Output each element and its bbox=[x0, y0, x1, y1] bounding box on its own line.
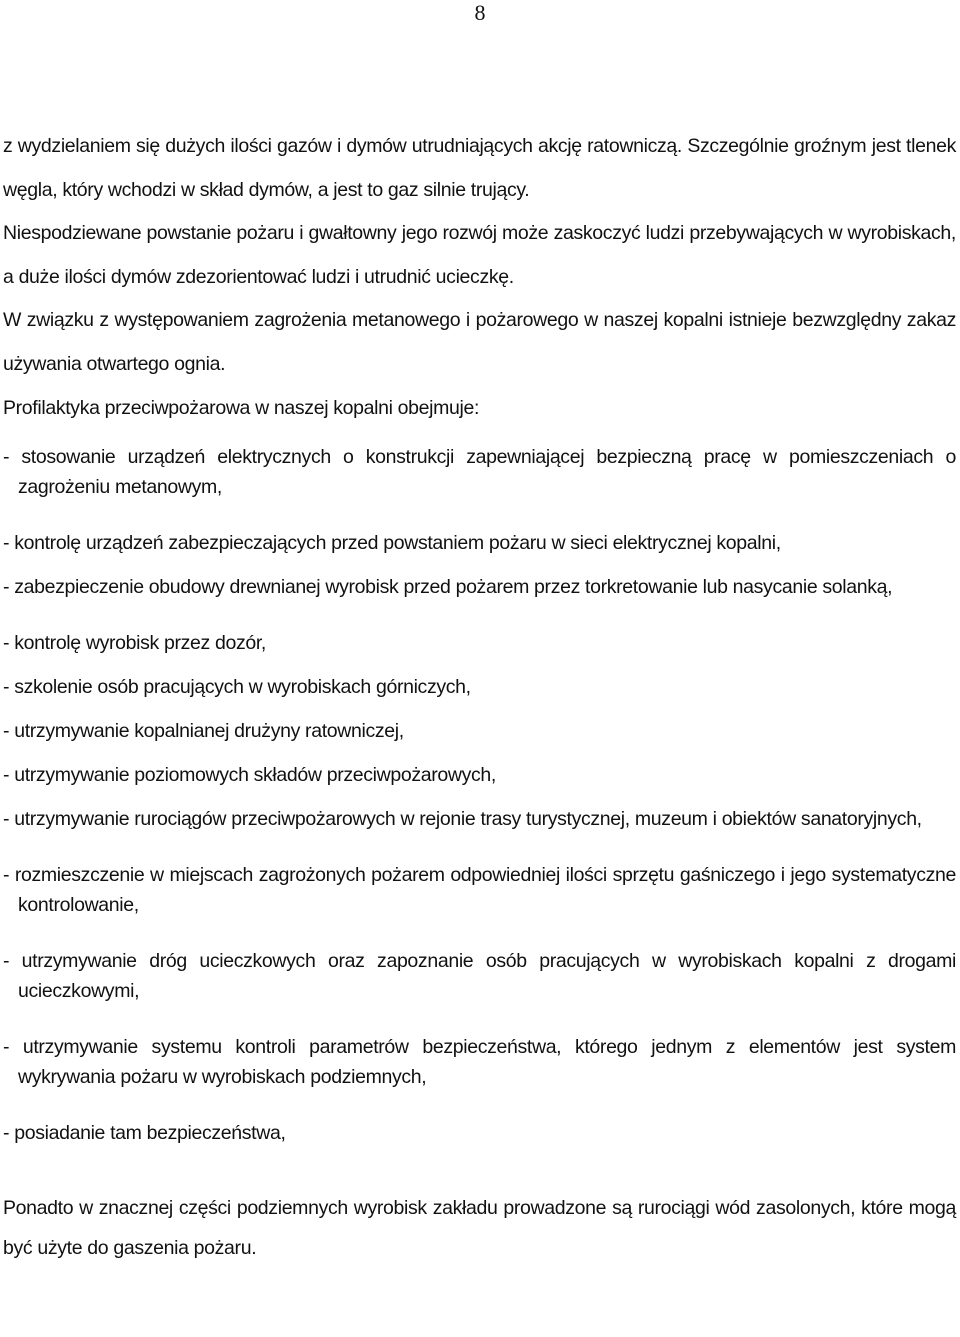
list-item: - kontrolę urządzeń zabezpieczających przed powstaniem pożaru w sieci elektrycznej kopalni, bbox=[3, 532, 781, 555]
list-item: - stosowanie urządzeń elektrycznych o konstrukcji zapewniającej bezpieczną pracę w pomieszczeniach o zagrożeniu metanowym, bbox=[3, 446, 956, 499]
list-item: - utrzymywanie kopalnianej drużyny ratowniczej, bbox=[3, 720, 404, 743]
list-item: - utrzymywanie systemu kontroli parametrów bezpieczeństwa, którego jednym z elementów jest system wykrywania pożaru w wyrobiskach podziemnych, bbox=[3, 1036, 956, 1089]
list-item: - rozmieszczenie w miejscach zagrożonych pożarem odpowiedniej ilości sprzętu gaśniczego i jego systematyczne kontrolowanie, bbox=[3, 864, 956, 917]
paragraph: Niespodziewane powstanie pożaru i gwałtowny jego rozwój może zaskoczyć ludzi przebywających w wyrobiskach, a duże ilości dymów zdezorientować ludzi i utrudnić ucieczkę. bbox=[3, 222, 956, 288]
document-body bbox=[3, 125, 956, 1268]
page-number: 8 bbox=[474, 0, 486, 25]
list-item: - szkolenie osób pracujących w wyrobiskach górniczych, bbox=[3, 676, 471, 699]
list-heading: Profilaktyka przeciwpożarowa w naszej kopalni obejmuje: bbox=[3, 396, 480, 419]
list-item: - utrzymywanie poziomowych składów przeciwpożarowych, bbox=[3, 764, 496, 787]
list-item: - posiadanie tam bezpieczeństwa, bbox=[3, 1122, 286, 1145]
list-item: - utrzymywanie rurociągów przeciwpożarowych w rejonie trasy turystycznej, muzeum i obiektów sanatoryjnych, bbox=[3, 808, 922, 831]
list-item: - kontrolę wyrobisk przez dozór, bbox=[3, 632, 266, 655]
paragraph: z wydzielaniem się dużych ilości gazów i dymów utrudniających akcję ratowniczą. Szczególnie groźnym jest tlenek węgla, który wchodzi w skład dymów, a jest to gaz silnie trujący. bbox=[3, 135, 956, 201]
fire-prevention-list bbox=[3, 442, 956, 1148]
list-item: - zabezpieczenie obudowy drewnianej wyrobisk przed pożarem przez torkretowanie lub nasycanie solanką, bbox=[3, 576, 893, 599]
list-item: - utrzymywanie dróg ucieczkowych oraz zapoznanie osób pracujących w wyrobiskach kopalni z drogami ucieczkowymi, bbox=[3, 950, 956, 1003]
paragraph: Ponadto w znacznej części podziemnych wyrobisk zakładu prowadzone są rurociągi wód zasolonych, które mogą być użyte do gaszenia pożaru. bbox=[3, 1197, 956, 1260]
paragraph: W związku z występowaniem zagrożenia metanowego i pożarowego w naszej kopalni istnieje bezwzględny zakaz używania otwartego ognia. bbox=[3, 309, 956, 375]
